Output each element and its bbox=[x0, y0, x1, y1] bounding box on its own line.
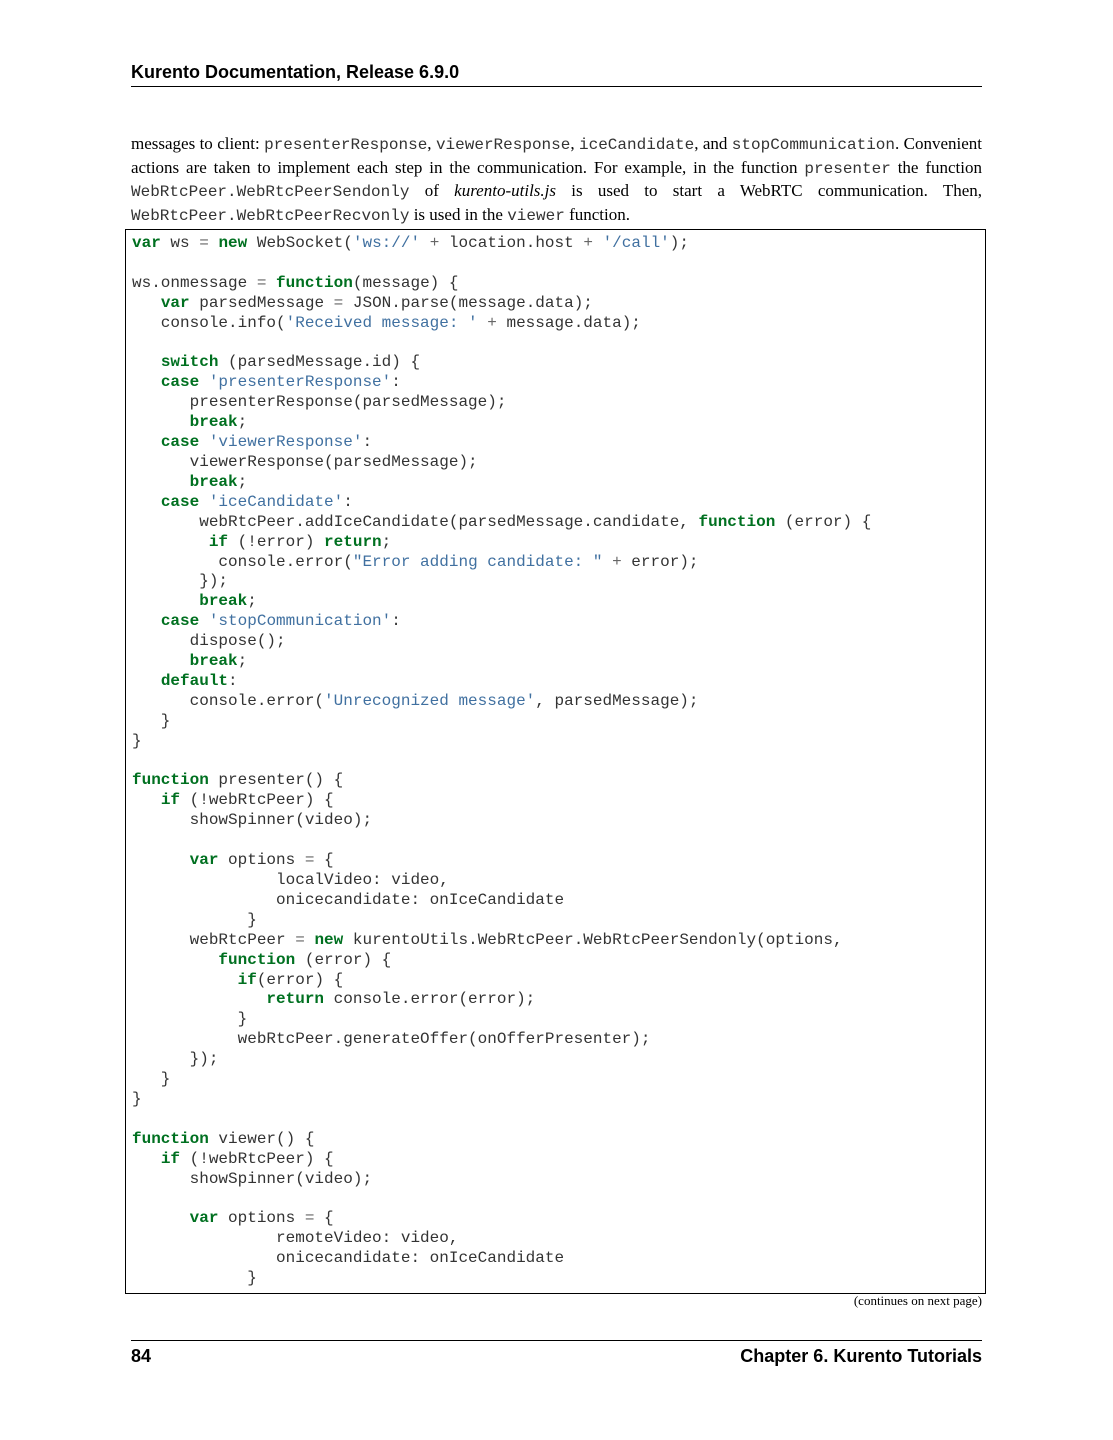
code-line bbox=[132, 1170, 372, 1188]
code-text bbox=[266, 274, 276, 292]
intro-paragraph bbox=[131, 133, 982, 228]
code-line bbox=[132, 652, 247, 670]
code-line bbox=[132, 1090, 142, 1108]
code-string: 'iceCandidate' bbox=[208, 492, 344, 511]
continues-note: (continues on next page) bbox=[853, 1293, 982, 1308]
code-text: dispose(); bbox=[132, 632, 286, 651]
intro-text: of bbox=[409, 181, 455, 201]
code-keyword: break bbox=[189, 472, 238, 491]
code-line bbox=[132, 513, 871, 531]
code-text: ws bbox=[160, 234, 200, 252]
code-text: : bbox=[391, 373, 401, 392]
code-keyword: return bbox=[266, 990, 325, 1009]
code-text: ; bbox=[237, 472, 248, 491]
code-line bbox=[132, 493, 353, 511]
code-keyword: var bbox=[189, 1209, 219, 1228]
code-line bbox=[132, 433, 372, 451]
code-text: viewer() { bbox=[208, 1129, 315, 1148]
code-line bbox=[132, 453, 478, 471]
code-keyword: var bbox=[189, 851, 219, 870]
code-line bbox=[132, 373, 401, 391]
code-text: } bbox=[132, 1010, 248, 1029]
code-text bbox=[132, 652, 190, 670]
intro-text: , bbox=[427, 134, 436, 153]
code-text: } bbox=[132, 1089, 142, 1108]
code-line bbox=[132, 911, 257, 929]
code-text: ; bbox=[237, 413, 248, 432]
code-text: presenterResponse(parsedMessage); bbox=[132, 393, 507, 412]
code-text: ; bbox=[381, 532, 392, 551]
code-text bbox=[199, 612, 209, 630]
inline-code: presenterResponse bbox=[264, 136, 428, 154]
code-text: options bbox=[218, 851, 305, 870]
code-keyword: break bbox=[189, 413, 238, 432]
code-operator: = bbox=[333, 293, 344, 312]
code-text: showSpinner(video); bbox=[132, 811, 373, 830]
code-line bbox=[132, 712, 170, 730]
code-operator: = bbox=[295, 930, 305, 949]
code-line bbox=[132, 612, 401, 630]
code-text bbox=[132, 294, 161, 312]
code-line bbox=[132, 672, 238, 690]
code-text: presenter() { bbox=[208, 771, 344, 790]
code-text bbox=[132, 1209, 190, 1227]
code-operator: = bbox=[304, 1209, 315, 1228]
code-keyword: case bbox=[160, 612, 200, 631]
code-text: }); bbox=[132, 1050, 219, 1069]
code-line bbox=[132, 1050, 218, 1068]
code-keyword: function bbox=[218, 950, 296, 969]
code-keyword: new bbox=[314, 930, 344, 949]
code-line bbox=[132, 1030, 650, 1048]
code-text bbox=[132, 473, 190, 491]
code-text: (error) { bbox=[256, 970, 344, 989]
code-keyword: if bbox=[237, 970, 257, 989]
code-text: : bbox=[228, 671, 238, 690]
code-text bbox=[132, 990, 266, 1008]
code-line bbox=[132, 572, 228, 590]
code-text: WebSocket( bbox=[247, 234, 353, 252]
code-string: "Error adding candidate: " bbox=[352, 552, 603, 571]
code-line bbox=[132, 692, 699, 710]
code-text: console.error(error); bbox=[324, 990, 536, 1009]
code-keyword: function bbox=[132, 771, 209, 790]
code-text: webRtcPeer.addIceCandidate(parsedMessage.candidate, bbox=[132, 512, 699, 531]
code-string: 'stopCommunication' bbox=[208, 612, 392, 631]
intro-text: is used in the bbox=[409, 205, 508, 225]
code-text: console.error( bbox=[132, 552, 353, 571]
code-operator: + bbox=[429, 234, 440, 252]
code-keyword: break bbox=[199, 592, 248, 611]
code-keyword: if bbox=[160, 1149, 181, 1168]
code-line bbox=[132, 353, 420, 371]
inline-code: WebRtcPeer.WebRtcPeerRecvonly bbox=[131, 207, 410, 226]
code-line bbox=[132, 413, 247, 431]
code-text: } bbox=[132, 1269, 257, 1288]
code-text: viewerResponse(parsedMessage); bbox=[132, 452, 478, 471]
code-keyword: break bbox=[189, 652, 238, 671]
code-text: : bbox=[391, 612, 401, 631]
code-text: ; bbox=[247, 592, 257, 611]
code-line bbox=[132, 553, 699, 571]
code-text bbox=[132, 433, 161, 451]
code-operator: = bbox=[256, 273, 267, 292]
code-text bbox=[132, 672, 161, 690]
code-line bbox=[132, 1209, 334, 1227]
code-text: } bbox=[132, 910, 257, 929]
code-line bbox=[132, 811, 372, 829]
inline-code: viewer bbox=[507, 207, 565, 226]
code-line bbox=[132, 871, 449, 889]
code-keyword: if bbox=[208, 532, 229, 551]
code-string: 'presenterResponse' bbox=[208, 373, 392, 392]
running-header-title: Kurento Documentation, Release 6.9.0 bbox=[131, 62, 460, 82]
code-text bbox=[132, 851, 190, 869]
code-keyword: case bbox=[160, 433, 200, 452]
code-text bbox=[132, 413, 190, 431]
code-line bbox=[132, 473, 247, 491]
code-text bbox=[305, 931, 315, 949]
code-text: ws.onmessage bbox=[132, 273, 257, 292]
code-text bbox=[199, 433, 209, 451]
footer-rule bbox=[131, 1340, 982, 1341]
code-text bbox=[199, 373, 209, 391]
code-operator: + bbox=[583, 234, 593, 252]
code-text bbox=[602, 553, 612, 571]
code-text: (error) { bbox=[775, 512, 872, 531]
code-line bbox=[132, 971, 343, 989]
code-text: error); bbox=[621, 552, 699, 571]
code-keyword: default bbox=[160, 671, 229, 690]
code-operator: = bbox=[304, 851, 315, 870]
code-line bbox=[132, 951, 391, 969]
code-text: (error) { bbox=[295, 950, 392, 969]
code-text bbox=[478, 314, 488, 332]
code-text bbox=[132, 533, 209, 551]
code-text: onicecandidate: onIceCandidate bbox=[132, 890, 565, 909]
intro-text: , bbox=[570, 134, 579, 153]
chapter-title: Chapter 6. Kurento Tutorials bbox=[740, 1346, 982, 1366]
code-line bbox=[132, 1229, 458, 1247]
code-text bbox=[132, 373, 161, 391]
code-keyword: case bbox=[160, 492, 200, 511]
code-text bbox=[132, 353, 161, 371]
code-text: { bbox=[314, 851, 334, 870]
header-rule bbox=[131, 86, 982, 87]
code-line bbox=[132, 274, 458, 292]
code-line bbox=[132, 393, 506, 411]
code-line bbox=[132, 931, 843, 949]
code-keyword: var bbox=[160, 293, 190, 312]
code-text: (!webRtcPeer) { bbox=[180, 1149, 334, 1168]
code-line bbox=[132, 771, 343, 789]
code-line bbox=[132, 732, 142, 750]
code-string: 'viewerResponse' bbox=[208, 433, 363, 452]
code-line bbox=[132, 234, 689, 252]
code-line bbox=[132, 990, 535, 1008]
code-text: message.data); bbox=[496, 313, 641, 332]
code-text: options bbox=[218, 1209, 305, 1228]
code-text: (parsedMessage.id) { bbox=[218, 353, 421, 372]
code-text: onicecandidate: onIceCandidate bbox=[132, 1249, 565, 1268]
code-line bbox=[132, 314, 641, 332]
code-keyword: var bbox=[132, 234, 161, 252]
code-text: ; bbox=[237, 652, 248, 671]
code-line bbox=[132, 851, 334, 869]
intro-text: is used to start a WebRTC communication. Then, bbox=[556, 181, 982, 201]
code-text: (!error) bbox=[228, 532, 325, 551]
inline-code: presenter bbox=[804, 159, 891, 178]
code-text: kurentoUtils.WebRtcPeer.WebRtcPeerSendonly(options, bbox=[343, 930, 843, 949]
intro-text: the function bbox=[890, 157, 983, 177]
code-operator: + bbox=[487, 313, 497, 332]
code-text: : bbox=[343, 492, 353, 511]
code-text: (message) { bbox=[352, 273, 459, 292]
intro-text: . Convenient actions are taken to implement each step in the communication. For example, in the function bbox=[131, 134, 983, 177]
code-listing bbox=[132, 234, 871, 1289]
code-keyword: switch bbox=[160, 353, 219, 372]
code-text: localVideo: video, bbox=[132, 871, 449, 889]
intro-text: messages to client: bbox=[131, 134, 265, 153]
code-text bbox=[593, 234, 603, 252]
code-operator: = bbox=[199, 234, 209, 252]
code-text: } bbox=[132, 711, 171, 730]
code-text: : bbox=[362, 433, 373, 452]
code-line bbox=[132, 1010, 247, 1028]
code-text: { bbox=[314, 1209, 334, 1228]
intro-text: function. bbox=[564, 205, 630, 225]
inline-code: WebRtcPeer.WebRtcPeerSendonly bbox=[131, 183, 410, 202]
page-number: 84 bbox=[131, 1346, 152, 1366]
code-text: showSpinner(video); bbox=[132, 1169, 373, 1188]
code-line bbox=[132, 294, 593, 312]
code-text bbox=[420, 234, 430, 252]
code-string: '/call' bbox=[602, 234, 670, 252]
code-text: } bbox=[132, 1070, 171, 1089]
inline-code: iceCandidate bbox=[579, 136, 695, 154]
code-text bbox=[132, 493, 161, 511]
code-text bbox=[209, 234, 219, 252]
code-text: location.host bbox=[439, 234, 584, 252]
code-text: remoteVideo: video, bbox=[132, 1229, 459, 1248]
code-text bbox=[132, 612, 161, 630]
code-block bbox=[125, 229, 986, 1294]
code-text: webRtcPeer bbox=[132, 930, 296, 949]
inline-code: stopCommunication bbox=[731, 136, 896, 154]
code-line bbox=[132, 1249, 564, 1267]
code-line bbox=[132, 533, 391, 551]
code-line bbox=[132, 1130, 314, 1148]
code-text: (!webRtcPeer) { bbox=[180, 791, 334, 810]
code-keyword: new bbox=[218, 234, 248, 252]
code-line bbox=[132, 1150, 334, 1168]
code-text bbox=[199, 493, 209, 511]
code-keyword: case bbox=[160, 373, 200, 392]
code-line bbox=[132, 891, 564, 909]
code-text: console.info( bbox=[132, 313, 286, 332]
code-text bbox=[132, 791, 161, 809]
code-text bbox=[132, 1150, 161, 1168]
code-keyword: function bbox=[132, 1129, 209, 1148]
code-keyword: function bbox=[276, 273, 353, 292]
code-text bbox=[132, 971, 238, 989]
code-keyword: function bbox=[698, 512, 776, 531]
code-string: 'Received message: ' bbox=[285, 313, 478, 332]
code-text bbox=[132, 951, 218, 969]
code-line bbox=[132, 632, 286, 650]
code-text: ); bbox=[669, 234, 689, 252]
code-operator: + bbox=[612, 552, 622, 571]
code-text: webRtcPeer.generateOffer(onOfferPresenter); bbox=[132, 1030, 651, 1049]
code-text: parsedMessage bbox=[189, 293, 334, 312]
code-line bbox=[132, 791, 334, 809]
code-line bbox=[132, 1269, 257, 1287]
code-text: JSON.parse(message.data); bbox=[343, 293, 593, 312]
code-string: 'ws://' bbox=[352, 234, 421, 252]
intro-italic: kurento-utils.js bbox=[454, 181, 556, 201]
code-keyword: return bbox=[324, 532, 382, 551]
code-text: console.error( bbox=[132, 691, 325, 710]
inline-code: viewerResponse bbox=[435, 136, 571, 154]
code-keyword: if bbox=[160, 791, 181, 810]
code-text: }); bbox=[132, 572, 229, 591]
code-text: } bbox=[132, 731, 142, 750]
code-line bbox=[132, 1070, 170, 1088]
code-line bbox=[132, 592, 257, 610]
code-text bbox=[132, 592, 199, 610]
code-string: 'Unrecognized message' bbox=[324, 691, 536, 710]
code-text: , parsedMessage); bbox=[535, 691, 699, 710]
intro-text: , and bbox=[694, 134, 732, 153]
